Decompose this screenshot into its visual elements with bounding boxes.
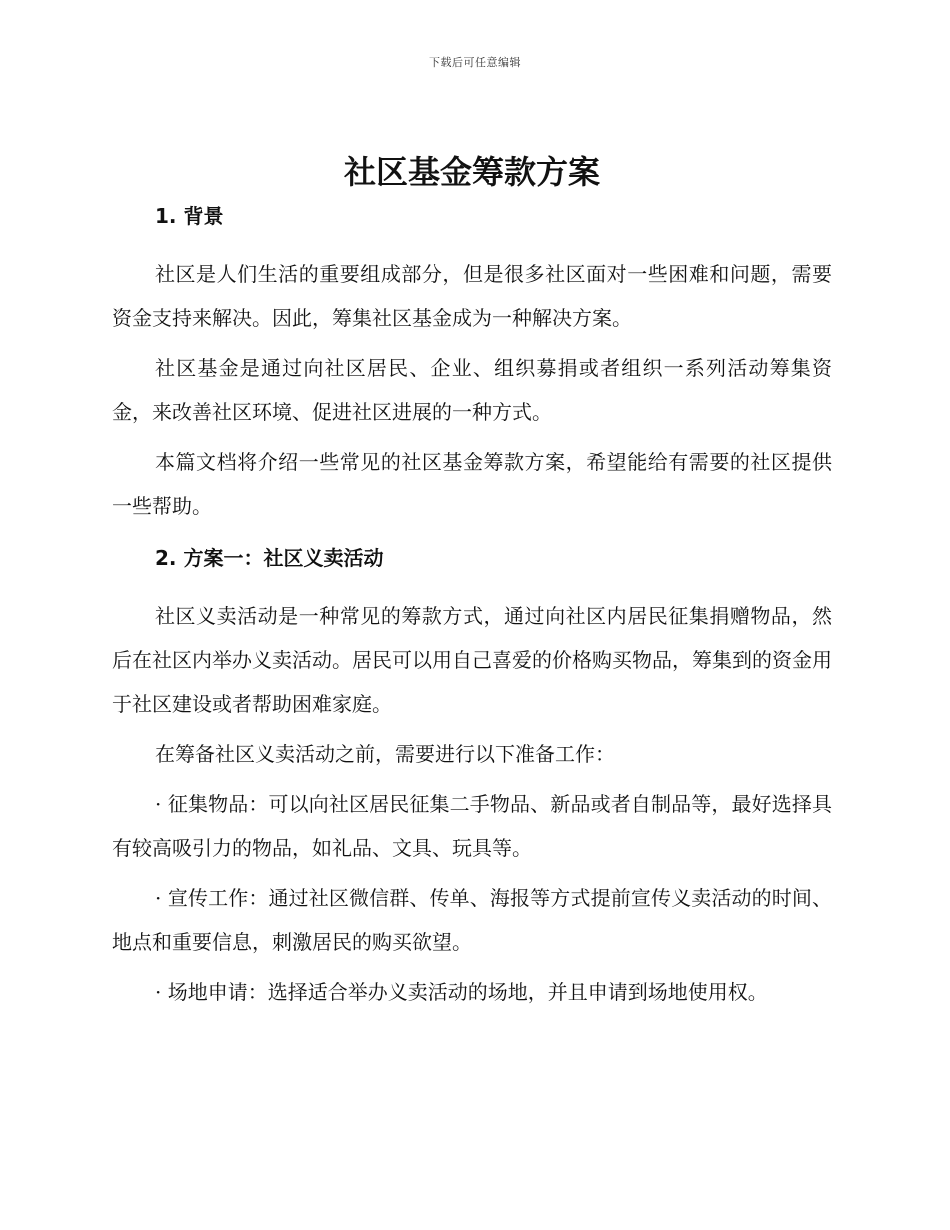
section-heading-background: 1. 背景	[155, 204, 224, 228]
paragraph: 本篇文档将介绍一些常见的社区基金筹款方案，希望能给有需要的社区提供一些帮助。	[112, 450, 832, 518]
document-body	[112, 150, 832, 1020]
paragraph: 社区是人们生活的重要组成部分，但是很多社区面对一些困难和问题，需要资金支持来解决。因此，筹集社区基金成为一种解决方案。	[112, 262, 832, 330]
paragraph: 社区义卖活动是一种常见的筹款方式，通过向社区内居民征集捐赠物品，然后在社区内举办义卖活动。居民可以用自己喜爱的价格购买物品，筹集到的资金用于社区建设或者帮助困难家庭。	[112, 604, 832, 716]
section-heading-plan-one: 2. 方案一：社区义卖活动	[155, 546, 384, 570]
paragraph: 在筹备社区义卖活动之前，需要进行以下准备工作：	[155, 742, 615, 766]
bullet-item: · 宣传工作：通过社区微信群、传单、海报等方式提前宣传义卖活动的时间、地点和重要信息，刺激居民的购买欲望。	[112, 886, 832, 954]
bullet-item: · 征集物品：可以向社区居民征集二手物品、新品或者自制品等，最好选择具有较高吸引力的物品，如礼品、文具、玩具等。	[112, 792, 832, 860]
page-header-note: 下载后可任意编辑	[429, 56, 521, 69]
paragraph: 社区基金是通过向社区居民、企业、组织募捐或者组织一系列活动筹集资金，来改善社区环境、促进社区进展的一种方式。	[112, 356, 832, 424]
bullet-item: · 场地申请：选择适合举办义卖活动的场地，并且申请到场地使用权。	[155, 980, 768, 1004]
document-title: 社区基金筹款方案	[343, 153, 600, 191]
